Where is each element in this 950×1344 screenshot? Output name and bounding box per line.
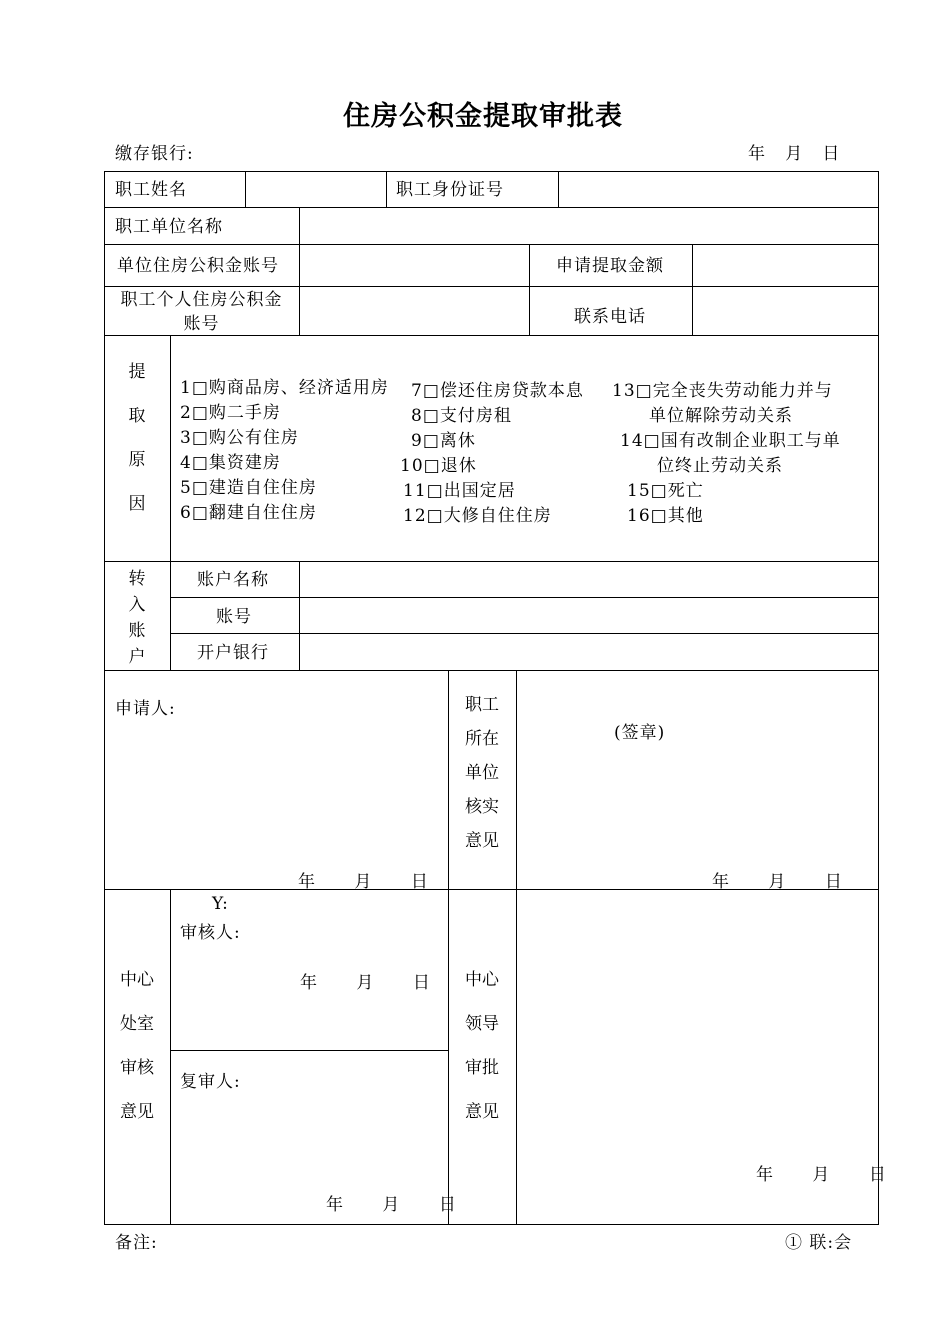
- row-divider: [170, 1050, 448, 1051]
- row-divider: [170, 633, 879, 634]
- col-divider: [386, 171, 387, 207]
- reason-option-4[interactable]: 4□集资建房: [180, 453, 281, 473]
- reason-option-10[interactable]: 10□退休: [400, 456, 477, 476]
- col-divider: [558, 171, 559, 207]
- label-char: 单位: [465, 763, 499, 783]
- row-divider: [104, 670, 879, 671]
- copy-label: ① 联:会: [785, 1233, 853, 1253]
- label-char: 意见: [465, 831, 499, 851]
- row-divider: [170, 597, 879, 598]
- applicant-date: 年 月 日: [298, 872, 429, 892]
- col-divider: [299, 207, 300, 335]
- unit-opinion-area[interactable]: [518, 745, 876, 860]
- employee-name-label: 职工姓名: [115, 180, 187, 200]
- leader-approval-date: 年 月 日: [756, 1165, 887, 1185]
- page-title: 住房公积金提取审批表: [343, 101, 623, 132]
- col-divider: [299, 561, 300, 670]
- employee-id-label: 职工身份证号: [396, 180, 504, 200]
- unit-account-field[interactable]: [301, 246, 527, 284]
- leader-approval-area[interactable]: [518, 891, 876, 1151]
- label-char: 核实: [465, 797, 499, 817]
- seal-label: (签章): [614, 723, 666, 743]
- reason-option-1[interactable]: 1□购商品房、经济适用房: [180, 378, 389, 398]
- row-divider: [104, 207, 879, 208]
- reason-option-3[interactable]: 3□购公有住房: [180, 428, 299, 448]
- phone-field[interactable]: [694, 288, 876, 333]
- label-char: 因: [128, 494, 146, 514]
- unit-account-label: 单位住房公积金账号: [117, 256, 279, 276]
- applicant-signature-area[interactable]: [106, 720, 446, 860]
- reviewer-date: 年 月 日: [300, 973, 431, 993]
- amount-label: 申请提取金额: [556, 256, 664, 276]
- rereviewer-date: 年 月 日: [326, 1195, 457, 1215]
- amount-field[interactable]: [694, 246, 876, 284]
- rereviewer-label: 复审人:: [180, 1072, 241, 1092]
- reasons-section-label: [104, 350, 170, 526]
- unit-opinion-label: [448, 688, 516, 858]
- leader-approval-label: [448, 958, 516, 1134]
- unit-opinion-date: 年 月 日: [712, 872, 843, 892]
- yen-amount-label: Y:: [212, 894, 229, 914]
- reason-option-8[interactable]: 8□支付房租: [411, 406, 512, 426]
- label-char: 转: [128, 569, 146, 589]
- col-divider: [245, 171, 246, 207]
- transfer-account-name-field[interactable]: [301, 563, 876, 595]
- label-char: 意见: [465, 1102, 499, 1122]
- label-char: 领导: [465, 1014, 499, 1034]
- label-char: 审批: [465, 1058, 499, 1078]
- reason-option-6[interactable]: 6□翻建自住住房: [180, 503, 317, 523]
- label-char: 审核: [120, 1058, 154, 1078]
- reason-option-13[interactable]: 13□完全丧失劳动能力并与: [612, 381, 833, 401]
- row-divider: [104, 244, 879, 245]
- label-char: 取: [128, 406, 146, 426]
- reason-option-14-cont: 位终止劳动关系: [657, 456, 783, 476]
- employee-name-field[interactable]: [247, 173, 384, 205]
- personal-account-label: [104, 288, 299, 336]
- note-label: 备注:: [115, 1233, 158, 1253]
- label-char: 账: [128, 621, 146, 641]
- reviewer-label: 审核人:: [180, 923, 241, 943]
- reason-option-5[interactable]: 5□建造自住住房: [180, 478, 317, 498]
- center-review-label: [104, 958, 170, 1134]
- transfer-account-no-label: 账号: [216, 607, 252, 627]
- reason-option-15[interactable]: 15□死亡: [627, 481, 704, 501]
- col-divider: [692, 244, 693, 335]
- col-divider: [516, 670, 517, 1225]
- row-divider: [104, 561, 879, 562]
- label-char: 处室: [120, 1014, 154, 1034]
- reason-option-13-cont: 单位解除劳动关系: [649, 406, 793, 426]
- personal-account-field[interactable]: [301, 288, 527, 333]
- transfer-bank-field[interactable]: [301, 635, 876, 668]
- col-divider: [170, 335, 171, 670]
- employee-unit-field[interactable]: [301, 209, 876, 242]
- label-char: 意见: [120, 1102, 154, 1122]
- label-char: 原: [128, 450, 146, 470]
- label-char: 中心: [465, 970, 499, 990]
- phone-label: 联系电话: [574, 307, 646, 327]
- applicant-label: 申请人:: [115, 699, 176, 719]
- reason-col1: [180, 376, 389, 526]
- label-char: 所在: [465, 729, 499, 749]
- label-char: 户: [128, 647, 146, 667]
- label-char: 中心: [120, 970, 154, 990]
- rereviewer-signature-area[interactable]: [172, 1092, 446, 1182]
- reason-option-14[interactable]: 14□国有改制企业职工与单: [620, 431, 841, 451]
- transfer-section-label: [104, 566, 170, 670]
- row-divider: [104, 286, 879, 287]
- reason-option-16[interactable]: 16□其他: [627, 506, 704, 526]
- transfer-bank-label: 开户银行: [197, 643, 269, 663]
- transfer-account-name-label: 账户名称: [197, 570, 269, 590]
- col-divider: [170, 889, 171, 1225]
- col-divider: [529, 244, 530, 335]
- reason-option-2[interactable]: 2□购二手房: [180, 403, 281, 423]
- label-char: 入: [128, 595, 146, 615]
- reason-option-9[interactable]: 9□离休: [411, 431, 476, 451]
- header-date-text: 年 月 日: [748, 144, 841, 164]
- reason-option-7[interactable]: 7□偿还住房贷款本息: [411, 381, 584, 401]
- employee-id-field[interactable]: [560, 173, 876, 205]
- reason-option-11[interactable]: 11□出国定居: [403, 481, 516, 501]
- label-char: 提: [128, 362, 146, 382]
- transfer-account-no-field[interactable]: [301, 599, 876, 631]
- reason-option-12[interactable]: 12□大修自住住房: [403, 506, 552, 526]
- personal-account-label-line2: 账号: [183, 314, 220, 334]
- header-date: [748, 139, 840, 164]
- personal-account-label-line1: 职工个人住房公积金: [120, 290, 283, 310]
- bank-label: 缴存银行:: [115, 144, 194, 164]
- employee-unit-label: 职工单位名称: [115, 217, 223, 237]
- label-char: 职工: [465, 695, 499, 715]
